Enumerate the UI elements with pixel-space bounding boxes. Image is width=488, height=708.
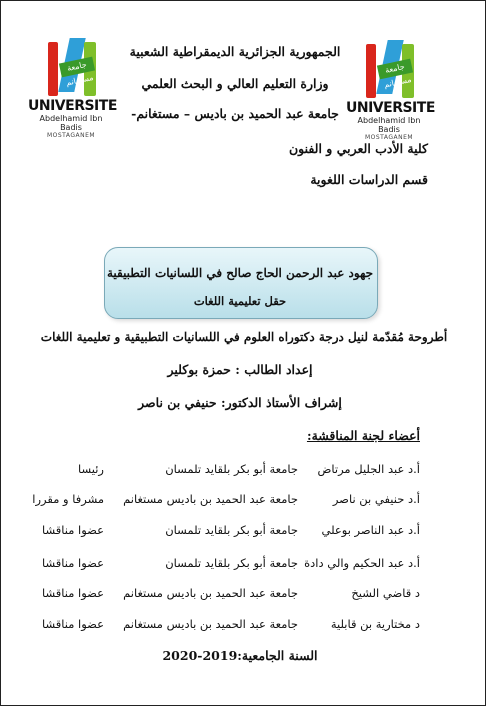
committee-member-university: جامعة عبد الحميد بن باديس مستغانم <box>123 617 298 631</box>
logo-mark-icon <box>40 38 102 98</box>
committee-member-name: أ.د عبد الناصر بوعلي <box>321 523 420 537</box>
committee-heading: أعضاء لجنة المناقشة: <box>306 428 420 443</box>
committee-member-name: أ.د عبد الجليل مرتاض <box>317 462 420 476</box>
committee-member-role: مشرفا و مقررا <box>32 492 104 506</box>
committee-member-university: جامعة عبد الحميد بن باديس مستغانم <box>123 492 298 506</box>
committee-member-role: عضوا مناقشا <box>41 523 104 537</box>
thesis-subtitle: حقل تعليمية اللغات <box>193 294 287 308</box>
committee-member-name: د مختارية بن قابلية <box>330 617 420 631</box>
ministry-line: وزارة التعليم العالي و البحث العلمي <box>141 76 329 91</box>
supervisor: إشراف الأستاذ الدكتور: حنيفي بن ناصر <box>138 395 342 410</box>
university-logo-left <box>28 38 117 140</box>
committee-member-name: أ.د حنيفي بن ناصر <box>332 492 420 506</box>
department-line: قسم الدراسات اللغوية <box>310 172 428 187</box>
logo-name: UNIVERSITE <box>28 98 117 114</box>
committee-member-role: عضوا مناقشا <box>41 586 104 600</box>
committee-member-university: جامعة أبو بكر بلقايد تلمسان <box>165 556 298 570</box>
logo-mark-icon <box>358 40 420 100</box>
logo-badge: جامعة مستغانم <box>377 59 413 80</box>
faculty-line: كلية الأدب العربي و الفنون <box>288 141 428 156</box>
logo-subtitle: Abdelhamid Ibn Badis <box>39 114 103 132</box>
committee-member-university: جامعة أبو بكر بلقايد تلمسان <box>165 462 298 476</box>
committee-member-role: عضوا مناقشا <box>41 556 104 570</box>
committee-member-role: رئيسا <box>78 462 104 476</box>
university-logo-right <box>346 40 435 142</box>
logo-badge: جامعة مستغانم <box>59 57 95 78</box>
logo-name: UNIVERSITE <box>346 100 435 116</box>
republic-line: الجمهورية الجزائرية الديمقراطية الشعبية <box>129 44 341 59</box>
logo-subtitle: Abdelhamid Ibn Badis <box>357 116 421 134</box>
committee-member-name: أ.د عبد الحكيم والي دادة <box>304 556 420 570</box>
thesis-title-box <box>104 247 378 319</box>
committee-member-role: عضوا مناقشا <box>41 617 104 631</box>
committee-member-university: جامعة عبد الحميد بن باديس مستغانم <box>123 586 298 600</box>
university-line: جامعة عبد الحميد بن باديس – مستغانم- <box>131 106 339 121</box>
academic-year: السنة الجامعية:2019-2020 <box>162 648 318 663</box>
prepared-by: إعداد الطالب : حمزة بوكلير <box>167 362 313 377</box>
committee-member-university: جامعة أبو بكر بلقايد تلمسان <box>165 523 298 537</box>
thesis-description: أطروحة مُقدّمة لنيل درجة دكتوراه العلوم في اللسانيات التطبيقية و تعليمية اللغات <box>40 330 448 344</box>
logo-city: MOSTAGANEM <box>46 132 96 139</box>
committee-member-name: د قاضي الشيخ <box>351 586 420 600</box>
thesis-title: جهود عبد الرحمن الحاج صالح في اللسانيات التطبيقية <box>106 266 374 280</box>
logo-city: MOSTAGANEM <box>364 134 414 141</box>
